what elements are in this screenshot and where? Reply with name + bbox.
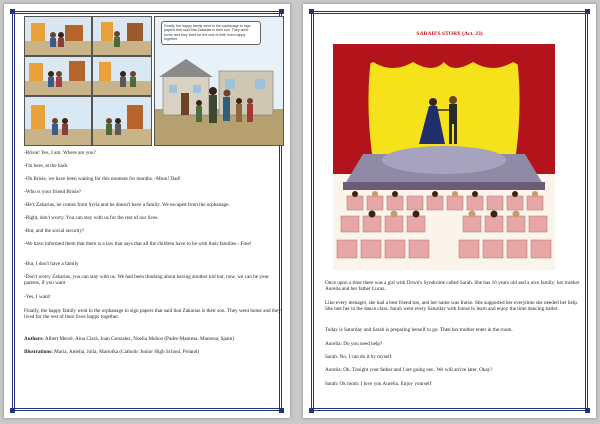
comic-scene: [25, 57, 91, 95]
dialogue-line: -Brisie! Yes, I am. Where are you?: [24, 150, 96, 156]
story-paragraph: Once upon a time there was a girl with Down's Syndrome called Sarah. She has 16 years old and a nice family: her mother Aurelia and her father Lucas.: [325, 280, 580, 293]
comic-panel: [24, 56, 92, 96]
story-paragraph: Aurelia: Do you need help?: [325, 341, 383, 347]
border-corner: [309, 408, 314, 413]
comic-illustration: [24, 16, 282, 146]
dialogue-line: -Who is your friend Brisie?: [24, 189, 82, 195]
theatre-drawing: [333, 44, 555, 270]
comic-panel: [92, 16, 152, 56]
border-corner: [309, 9, 314, 14]
dialogue-line: -But, and the social security?: [24, 228, 85, 234]
dialogue-line: -We have informed them that there is a law that says that all the children have to be with their families - Fine!: [24, 241, 252, 247]
comic-panel: [24, 16, 92, 56]
dialogue-line: Finally, the happy family went to the orphanage to sign papers that said that Zakarias is their son. They went home and they lived for the rest of their lives happy together.: [24, 308, 281, 321]
border-corner: [10, 408, 15, 413]
comic-panel: [92, 56, 152, 96]
border-corner: [279, 408, 284, 413]
dialogue-line: -But, I don't have a family: [24, 261, 79, 267]
dialogue-line: -Don't worry Zakarias, you can stay with us. We had been thinking about having another kid but, now, we can be your parents, if you want: [24, 274, 269, 287]
comic-panel: [24, 96, 92, 146]
story-paragraph: Aurelia: Ok. Tonight your father and I are going out.. We will arrive later. Okay?: [325, 367, 493, 373]
story-paragraph: Like every teenager, she had a best friend too, and her name was Iratxe. She supported her everytime she needed her help. She met her in the dance class. Sarah went every Saturday with Iratxe to learn and enjoy the time dancing ballet.: [325, 300, 579, 313]
comic-scene: [93, 17, 151, 55]
story-title: SARAH'S STORY (Act. 23): [416, 31, 483, 37]
story-paragraph: Today is Saturday and Sarah is preparing herself to go. Then her mother enter in the room.: [325, 327, 513, 333]
speech-bubble: Finally, the happy family went to the orphanage to sign papers that said that Zakarias is their son. They went home and they lived for the rest of their lives happy together.: [161, 21, 261, 45]
illustrations-text: Maria, Amelia, Julia, Mariolka (Catholic Junior High School, Poland): [54, 349, 200, 355]
authors-label: Authors:: [24, 336, 44, 342]
border-corner: [585, 9, 590, 14]
comic-scene: [25, 97, 91, 145]
dialogue-line: -Oh Brisie, we have been waiting for this moment for months. -Mum! Dad!: [24, 176, 181, 182]
dialogue-line: -I'm here, at the back: [24, 163, 68, 169]
authors-credit: [24, 336, 282, 342]
border-corner: [10, 9, 15, 14]
dialogue-line: -Right, don't worry. You can stay with us for the rest of our lives.: [24, 215, 159, 221]
right-page: [303, 4, 596, 418]
story-paragraph: Sarah: No, I can do it by myself.: [325, 354, 393, 360]
comic-scene: [93, 57, 151, 95]
illustrations-credit: [24, 349, 282, 355]
border-corner: [585, 408, 590, 413]
comic-scene: [25, 17, 91, 55]
comic-scene: [93, 97, 151, 145]
illustrations-label: Illustrations:: [24, 349, 53, 355]
border-corner: [279, 9, 284, 14]
comic-panel-final: [154, 16, 284, 146]
authors-text: Albert Merzè, Aina Clarà, Joan Gonzalez, Noelia Muñoz (Padre-Manresa, Manresa, Spain): [44, 336, 235, 342]
dialogue-line: -Yes, I want!: [24, 294, 51, 300]
story-paragraph: Sarah: Ok mom. I love you Aurelia. Enjoy yourself: [325, 381, 432, 387]
comic-panel: [92, 96, 152, 146]
left-page: [4, 4, 290, 418]
dialogue-line: -He's Zakarias, he comes from Syria and he doesn't have a family. We escaped from the orphanage.: [24, 202, 230, 208]
ballet-stage-illustration: [333, 44, 555, 270]
